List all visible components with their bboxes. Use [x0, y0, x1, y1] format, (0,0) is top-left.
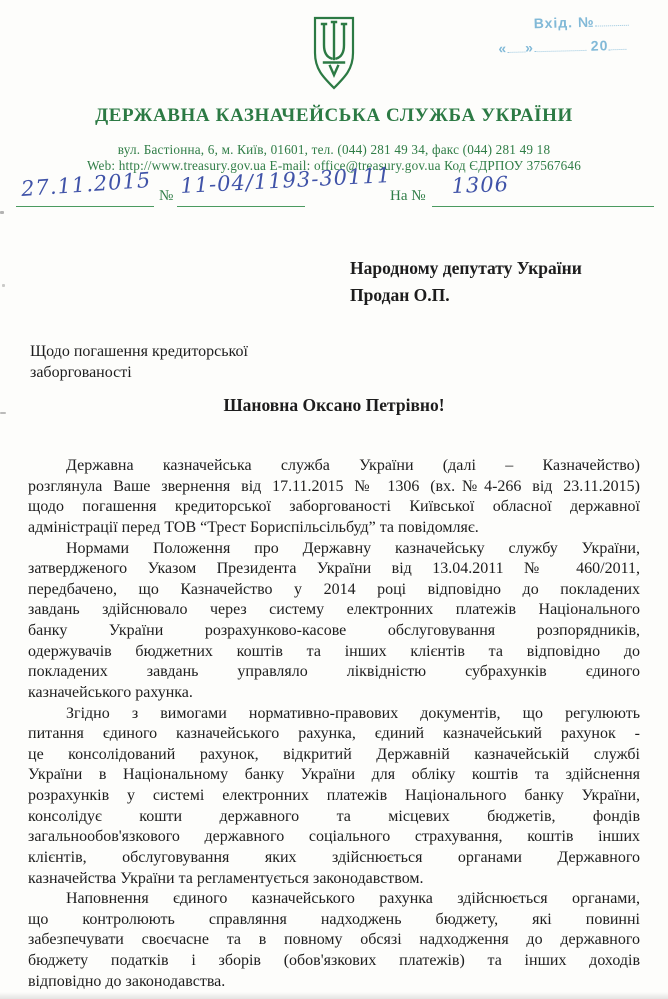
recipient-name: Продан О.П. [350, 285, 450, 305]
body-text-line: це консолідований рахунок, відкритий Державній казначейській службі [28, 745, 640, 763]
stamp-year-blank [608, 37, 626, 50]
stamp-line-1: Вхід. № [497, 8, 666, 36]
handwritten-date: 27.11.2015 [20, 167, 152, 201]
body-text-line: розрахунків у системі електронних платежів Національного банку України, [28, 787, 640, 804]
body-text-line: одержувачів бюджетних коштів та інших клієнтів та відповідно до [28, 642, 640, 660]
stamp-month-blank [534, 38, 586, 52]
stamp-day-blank [507, 39, 525, 52]
body-text-line: Нормами Положення про Державну казначейську службу України, [66, 539, 640, 557]
body-text-line: Наповнення єдиного казначейського рахунка здійснюється органами, [66, 890, 640, 908]
body-text-line: покладених завдань управляло ліквідністю субрахунків єдиного [28, 663, 640, 681]
body-text-line: забезпечувати своєчасне та в повному обсязі надходження до державного [28, 931, 640, 949]
organization-name: ДЕРЖАВНА КАЗНАЧЕЙСЬКА СЛУЖБА УКРАЇНИ [95, 105, 573, 126]
ukraine-trident-emblem-icon [311, 15, 357, 91]
body-text-line: розглянула Ваше звернення від 17.11.2015 № 1306 (вх.№4-266 від 23.11.2015) [28, 477, 640, 495]
subject-line-2: заборгованості [30, 364, 132, 381]
body-text-line: Державна казначейська служба України (далі – Казначейство) [66, 457, 640, 474]
recipient-title: Народному депутату України [350, 258, 582, 278]
address-line: вул. Бастіонна, 6, м. Київ, 01601, тел. (044) 281 49 34, факс (044) 281 49 18 [117, 142, 551, 157]
recipient-block [350, 255, 582, 309]
body-text-line: завдань здійснювало через систему електронних платежів Національного [28, 601, 640, 619]
body-text-line: питання єдиного казначейського рахунка, єдиний казначейський рахунок - [28, 725, 640, 743]
scan-speck [0, 412, 6, 414]
stamp-line-2: « » 20 [498, 32, 667, 60]
body-text-line: Згідно з вимогами нормативно-правових документів, що регулюють [66, 704, 640, 722]
body-text-line: що контролюють справляння надходжень бюджету, які повинні [28, 910, 640, 928]
handwritten-reply-number: 1306 [451, 172, 510, 198]
body-text-line: адміністрації перед ТОВ “Трест Бориспільсільбуд” та повідомляє. [28, 518, 479, 536]
subject-block [30, 341, 248, 383]
body-text-line: казначейства України та регламентується законодавством. [28, 869, 424, 887]
reply-number-underline [432, 206, 654, 207]
body-text-line: казначейського рахунка. [28, 683, 193, 701]
body-text-line: відповідно до законодавства. [28, 972, 226, 990]
body-text-line: щодо погашення кредиторської заборгованості Київської обласної державної [28, 498, 640, 516]
stamp-number-blank [594, 13, 628, 27]
number-underline [177, 206, 305, 207]
handwritten-outgoing-number: 11-04/1193-30111 [179, 162, 392, 198]
subject-line-1: Щодо погашення кредиторської [30, 343, 248, 360]
scan-speck [0, 211, 4, 214]
salutation: Шановна Оксано Петрівно! [223, 395, 445, 415]
reply-to-label: На № [390, 188, 426, 204]
scan-speck [2, 284, 5, 287]
date-underline [16, 206, 154, 207]
body-text-line: загальнообов'язкового державного соціального страхування, коштів інших [28, 828, 640, 846]
body-text-line: затвердженого Указом Президента України від 13.04.2011 № 460/2011, [28, 560, 640, 578]
scanner-edge-shadow [0, 992, 668, 999]
body-text-line: передбачено, що Казначейство у 2014 році відповідно до покладених [28, 580, 640, 598]
number-label: № [159, 188, 174, 204]
contacts-line: Web: http://www.treasury.gov.ua E-mail: office@treasury.gov.ua Код ЄДРПОУ 37567646 [86, 158, 582, 173]
letter-body [28, 456, 640, 992]
body-text-line: банку України розрахунково-касове обслуговування розпорядників, [28, 622, 640, 639]
body-text-line: України в Національному банку України для обліку коштів та здійснення [28, 766, 640, 784]
body-text-line: консолідує кошти державного та місцевих бюджетів, фондів [28, 807, 640, 825]
incoming-registration-stamp [497, 8, 666, 60]
body-text-line: клієнтів, обслуговування яких здійснюється органами Державного [28, 848, 640, 866]
body-text-line: бюджету податків і зборів (обов'язкових платежів) та інших доходів [28, 952, 640, 969]
